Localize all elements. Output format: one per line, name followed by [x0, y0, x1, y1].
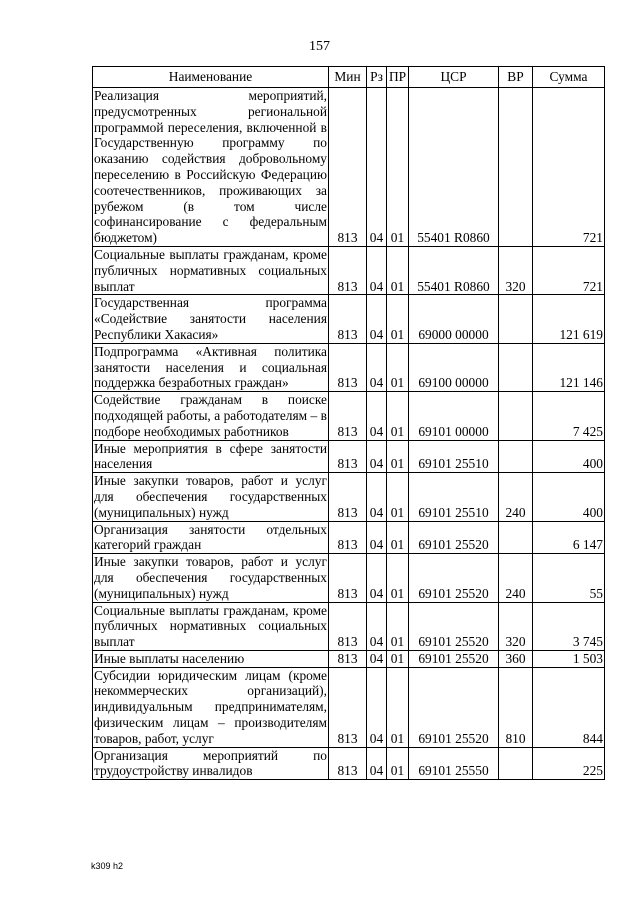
row-pr: 01 [387, 521, 409, 554]
row-min: 813 [329, 650, 367, 667]
row-name: Иные выплаты населению [93, 650, 329, 667]
header-vr: ВР [499, 67, 533, 88]
row-pr: 01 [387, 88, 409, 247]
row-csr: 69101 25520 [409, 554, 499, 602]
header-name: Наименование [93, 67, 329, 88]
row-min: 813 [329, 554, 367, 602]
row-min: 813 [329, 392, 367, 440]
row-sum: 400 [533, 473, 605, 521]
row-pr: 01 [387, 440, 409, 473]
row-min: 813 [329, 246, 367, 294]
row-min: 813 [329, 602, 367, 650]
row-csr: 69101 25520 [409, 602, 499, 650]
row-rz: 04 [367, 343, 387, 391]
table-row [93, 650, 605, 667]
row-vr: 810 [499, 667, 533, 747]
table-row [93, 473, 605, 521]
row-rz: 04 [367, 88, 387, 247]
table-row [93, 554, 605, 602]
header-min: Мин [329, 67, 367, 88]
row-pr: 01 [387, 554, 409, 602]
table-row [93, 88, 605, 247]
row-csr: 69101 25520 [409, 667, 499, 747]
row-sum: 121 619 [533, 295, 605, 343]
row-sum: 1 503 [533, 650, 605, 667]
row-name: Социальные выплаты гражданам, кроме публичных нормативных социальных выплат [94, 246, 327, 294]
row-vr [499, 392, 533, 440]
row-sum: 3 745 [533, 602, 605, 650]
row-rz: 04 [367, 650, 387, 667]
header-csr: ЦСР [409, 67, 499, 88]
row-vr [499, 343, 533, 391]
row-name: Реализация мероприятий, предусмотренных региональной программой переселения, включенной в Государственную программу по оказанию содействия добровольному переселению в Российскую Федерацию соотечественников, проживающих за рубежом (в том числе софинансирование с федеральным бюджетом) [94, 88, 327, 246]
row-csr: 69101 25510 [409, 440, 499, 473]
row-pr: 01 [387, 246, 409, 294]
row-vr: 320 [499, 246, 533, 294]
row-csr: 55401 R0860 [409, 88, 499, 247]
row-csr: 69100 00000 [409, 343, 499, 391]
row-vr [499, 521, 533, 554]
row-vr [499, 747, 533, 780]
table-row [93, 246, 605, 294]
header-pr: ПР [387, 67, 409, 88]
row-sum: 721 [533, 88, 605, 247]
table-row [93, 521, 605, 554]
table-row [93, 440, 605, 473]
row-pr: 01 [387, 343, 409, 391]
row-sum: 6 147 [533, 521, 605, 554]
row-vr [499, 295, 533, 343]
row-csr: 69101 00000 [409, 392, 499, 440]
row-name: Социальные выплаты гражданам, кроме публичных нормативных социальных выплат [94, 602, 327, 650]
row-rz: 04 [367, 602, 387, 650]
row-name: Организация занятости отдельных категорий граждан [94, 521, 327, 553]
page-number: 157 [309, 39, 330, 54]
row-rz: 04 [367, 440, 387, 473]
row-name: Организация мероприятий по трудоустройству инвалидов [94, 747, 327, 779]
row-pr: 01 [387, 650, 409, 667]
row-min: 813 [329, 667, 367, 747]
row-rz: 04 [367, 554, 387, 602]
row-min: 813 [329, 343, 367, 391]
row-vr [499, 440, 533, 473]
row-sum: 844 [533, 667, 605, 747]
row-min: 813 [329, 295, 367, 343]
table-row [93, 343, 605, 391]
row-vr: 360 [499, 650, 533, 667]
row-csr: 69101 25520 [409, 521, 499, 554]
row-name: Содействие гражданам в поиске подходящей работы, а работодателям – в подборе необходимых работников [94, 392, 327, 439]
row-csr: 69101 25550 [409, 747, 499, 780]
row-vr: 320 [499, 602, 533, 650]
row-pr: 01 [387, 667, 409, 747]
table-row [93, 747, 605, 780]
row-rz: 04 [367, 246, 387, 294]
header-rz: Рз [367, 67, 387, 88]
header-sum: Сумма [533, 67, 605, 88]
row-rz: 04 [367, 747, 387, 780]
row-name: Иные мероприятия в сфере занятости населения [94, 440, 327, 472]
row-rz: 04 [367, 473, 387, 521]
row-sum: 400 [533, 440, 605, 473]
row-min: 813 [329, 88, 367, 247]
row-name: Государственная программа «Содействие занятости населения Республики Хакасия» [94, 295, 327, 342]
row-name: Субсидии юридическим лицам (кроме некоммерческих организаций), индивидуальным предпринимателям, физическим лицам – производителям товаров, работ, услуг [94, 667, 327, 746]
row-sum: 55 [533, 554, 605, 602]
row-pr: 01 [387, 392, 409, 440]
row-sum: 721 [533, 246, 605, 294]
row-pr: 01 [387, 602, 409, 650]
row-csr: 69000 00000 [409, 295, 499, 343]
table-row [93, 392, 605, 440]
row-vr: 240 [499, 473, 533, 521]
row-vr: 240 [499, 554, 533, 602]
row-sum: 121 146 [533, 343, 605, 391]
table-row [93, 667, 605, 747]
table-row [93, 295, 605, 343]
row-pr: 01 [387, 747, 409, 780]
row-min: 813 [329, 521, 367, 554]
row-pr: 01 [387, 295, 409, 343]
row-rz: 04 [367, 392, 387, 440]
row-csr: 55401 R0860 [409, 246, 499, 294]
row-rz: 04 [367, 521, 387, 554]
row-min: 813 [329, 473, 367, 521]
footer-code: k309 h2 [91, 861, 124, 871]
row-name: Иные закупки товаров, работ и услуг для обеспечения государственных (муниципальных) нужд [94, 554, 327, 601]
row-csr: 69101 25510 [409, 473, 499, 521]
table-row [93, 602, 605, 650]
row-min: 813 [329, 440, 367, 473]
row-min: 813 [329, 747, 367, 780]
row-rz: 04 [367, 295, 387, 343]
row-vr [499, 88, 533, 247]
budget-table [92, 66, 605, 780]
table-header-row [93, 67, 605, 88]
row-name: Подпрограмма «Активная политика занятости населения и социальная поддержка безработных граждан» [94, 343, 327, 391]
row-name: Иные закупки товаров, работ и услуг для обеспечения государственных (муниципальных) нужд [94, 473, 327, 520]
row-pr: 01 [387, 473, 409, 521]
row-sum: 225 [533, 747, 605, 780]
row-sum: 7 425 [533, 392, 605, 440]
row-rz: 04 [367, 667, 387, 747]
row-csr: 69101 25520 [409, 650, 499, 667]
